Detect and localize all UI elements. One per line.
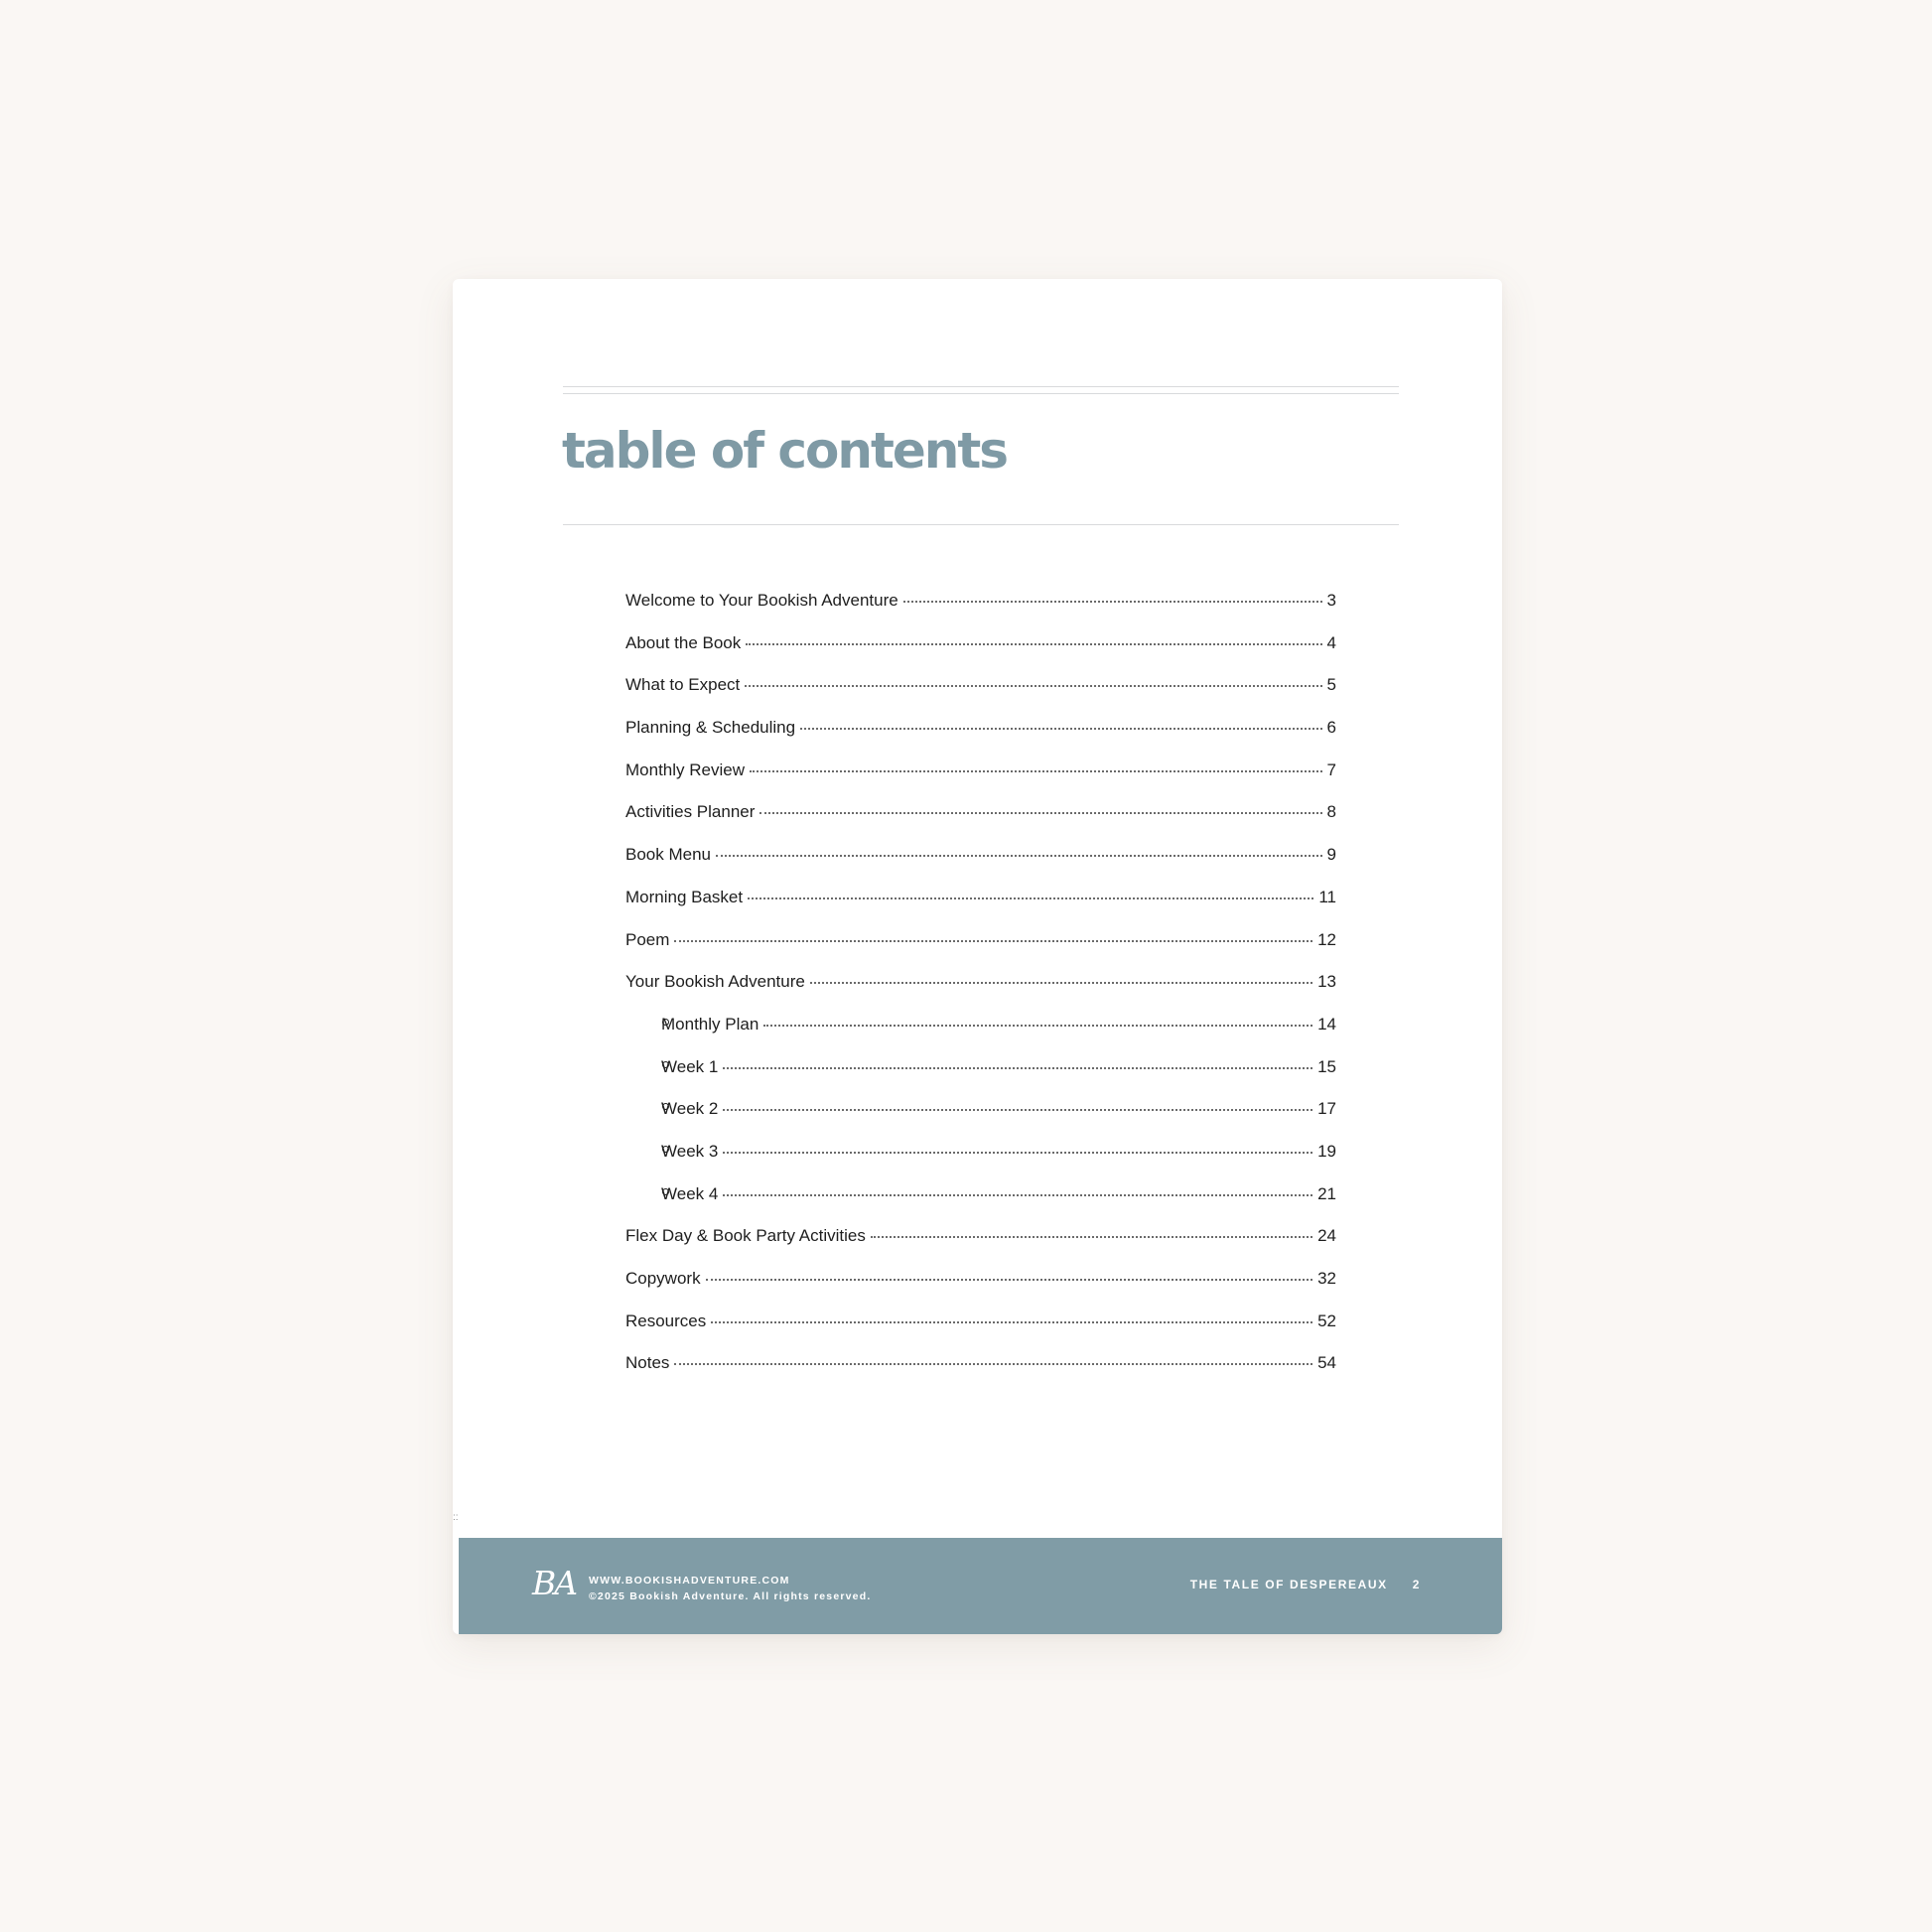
top-rule	[563, 386, 1399, 387]
toc-entry-page: 3	[1326, 591, 1336, 610]
top-rule-secondary	[563, 393, 1399, 394]
toc-entry-page: 54	[1317, 1353, 1336, 1373]
crop-mark: ::	[453, 1512, 459, 1523]
dot-leader	[674, 940, 1312, 942]
toc-entry-page: 14	[1317, 1014, 1336, 1034]
toc-entry-label: Week 4	[661, 1183, 719, 1203]
dot-leader	[759, 812, 1321, 814]
dot-leader	[723, 1067, 1312, 1069]
dot-leader	[748, 897, 1313, 899]
toc-entry-page: 13	[1317, 972, 1336, 992]
toc-entry-label: Flex Day & Book Party Activities	[625, 1226, 866, 1246]
toc-entry	[625, 591, 1336, 633]
toc-entry-page: 4	[1326, 632, 1336, 652]
circle-bullet-icon	[662, 1019, 669, 1026]
toc-entry	[625, 930, 1336, 973]
brand-logo: BA	[532, 1564, 577, 1602]
circle-bullet-icon	[662, 1061, 669, 1068]
circle-bullet-icon	[662, 1188, 669, 1195]
toc-subentry	[625, 1099, 1336, 1142]
toc-entry	[625, 888, 1336, 930]
toc-entry-label: Week 3	[661, 1141, 719, 1161]
toc-entry-page: 52	[1317, 1311, 1336, 1330]
toc-entry-label: Resources	[625, 1311, 707, 1330]
footer-copyright: ©2025 Bookish Adventure. All rights reserved.	[589, 1590, 872, 1602]
toc-entry-page: 17	[1317, 1099, 1336, 1119]
dot-leader	[746, 643, 1321, 645]
toc-entry	[625, 1353, 1336, 1396]
page-title: table of contents	[562, 422, 1008, 480]
dot-leader	[723, 1109, 1312, 1111]
toc-entry	[625, 845, 1336, 888]
toc-subentry	[625, 1057, 1336, 1100]
toc-entry	[625, 633, 1336, 676]
dot-leader	[723, 1194, 1312, 1196]
toc-entry-page: 7	[1326, 759, 1336, 779]
toc-entry-label: Welcome to Your Bookish Adventure	[625, 591, 898, 610]
dot-leader	[711, 1321, 1312, 1323]
toc-entry-label: Book Menu	[625, 845, 711, 865]
toc-entry-label: Poem	[625, 929, 670, 949]
footer-info	[589, 1573, 871, 1604]
toc-entry-page: 32	[1317, 1269, 1336, 1288]
title-divider	[563, 524, 1399, 525]
document-page	[453, 279, 1502, 1634]
toc-entry-label: Copywork	[625, 1269, 701, 1288]
toc-entry	[625, 760, 1336, 803]
toc-entry-label: Planning & Scheduling	[625, 718, 796, 738]
dot-leader	[716, 855, 1322, 857]
toc-subentry	[625, 1184, 1336, 1227]
dot-leader	[871, 1236, 1312, 1238]
dot-leader	[723, 1152, 1312, 1154]
dot-leader	[800, 728, 1321, 730]
toc-entry	[625, 1226, 1336, 1269]
table-of-contents	[625, 591, 1336, 1396]
toc-entry-page: 9	[1326, 845, 1336, 865]
toc-entry-label: Morning Basket	[625, 887, 744, 906]
dot-leader	[706, 1279, 1312, 1281]
toc-entry-page: 6	[1326, 718, 1336, 738]
dot-leader	[903, 601, 1322, 603]
toc-subentry	[625, 1142, 1336, 1184]
dot-leader	[745, 685, 1321, 687]
toc-entry-label: Monthly Review	[625, 759, 745, 779]
toc-entry-label: Monthly Plan	[661, 1014, 759, 1034]
toc-entry-page: 19	[1317, 1141, 1336, 1161]
toc-entry-label: Week 2	[661, 1099, 719, 1119]
toc-entry-page: 24	[1317, 1226, 1336, 1246]
toc-entry-label: Week 1	[661, 1056, 719, 1076]
toc-entry-label: About the Book	[625, 632, 742, 652]
toc-entry	[625, 675, 1336, 718]
toc-entry	[625, 802, 1336, 845]
footer-website: WWW.BOOKISHADVENTURE.COM	[589, 1575, 790, 1587]
toc-entry-label: Your Bookish Adventure	[625, 972, 805, 992]
dot-leader	[810, 982, 1312, 984]
toc-entry	[625, 1269, 1336, 1311]
dot-leader	[763, 1025, 1312, 1027]
toc-entry-page: 5	[1326, 675, 1336, 695]
toc-entry-page: 12	[1317, 929, 1336, 949]
dot-leader	[674, 1363, 1312, 1365]
toc-entry	[625, 972, 1336, 1015]
footer-book-title: THE TALE OF DESPEREAUX	[1189, 1578, 1388, 1591]
toc-entry-label: Notes	[625, 1353, 670, 1373]
toc-entry-page: 15	[1317, 1056, 1336, 1076]
footer-meta	[1190, 1578, 1421, 1591]
footer-band	[459, 1538, 1502, 1634]
toc-entry-page: 11	[1318, 887, 1336, 906]
toc-subentry	[625, 1015, 1336, 1057]
toc-entry	[625, 718, 1336, 760]
dot-leader	[750, 770, 1322, 772]
toc-entry-label: Activities Planner	[625, 802, 756, 822]
toc-entry-page: 8	[1326, 802, 1336, 822]
circle-bullet-icon	[662, 1146, 669, 1153]
toc-entry-label: What to Expect	[625, 675, 741, 695]
toc-entry-page: 21	[1317, 1183, 1336, 1203]
footer-page-number: 2	[1412, 1578, 1421, 1591]
toc-entry	[625, 1311, 1336, 1354]
